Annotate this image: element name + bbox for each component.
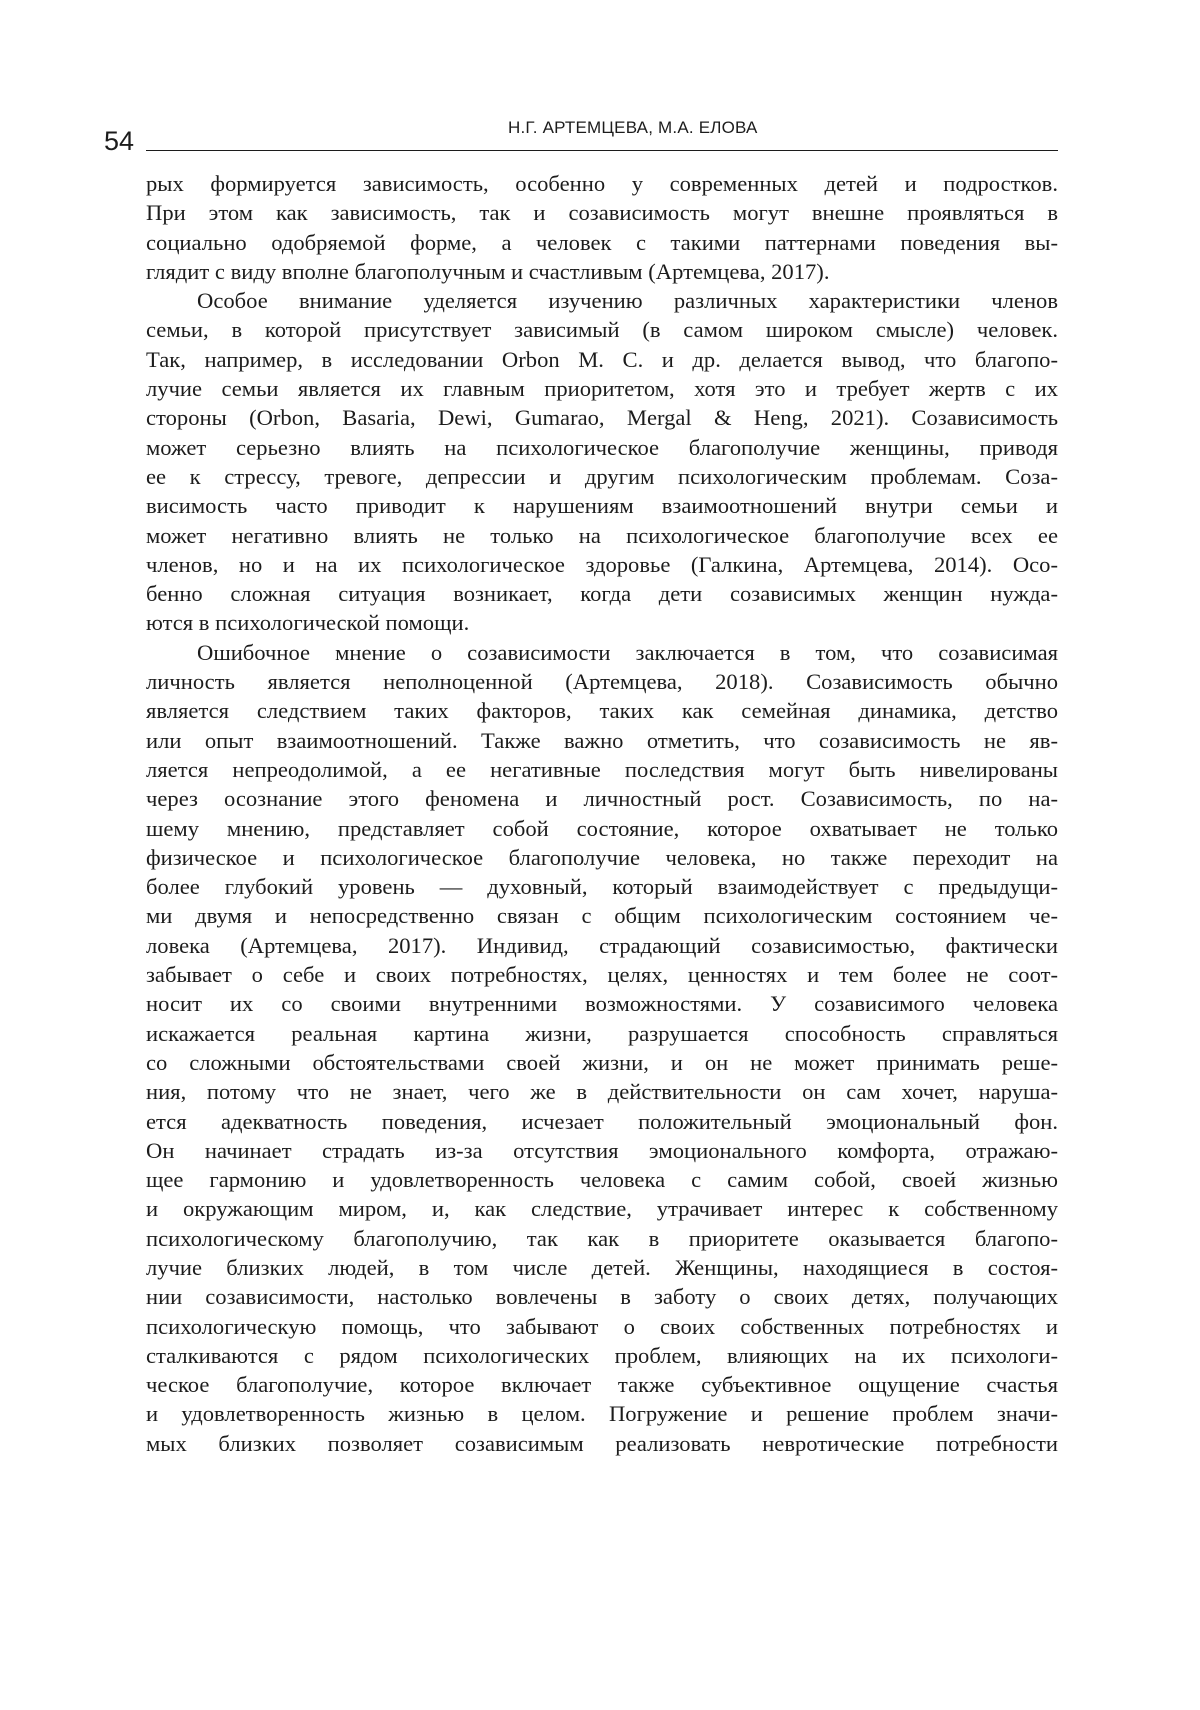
running-head-authors: Н.Г. АРТЕМЦЕВА, М.А. ЕЛОВА	[508, 118, 758, 137]
text-line: более глубокий уровень — духовный, который взаимодействует с предыдущи-	[146, 874, 1058, 900]
text-line: носит их со своими внутренними возможностями. У созависимого человека	[146, 991, 1058, 1017]
paragraph	[146, 286, 1058, 638]
text-line: ческое благополучие, которое включает также субъективное ощущение счастья	[146, 1372, 1058, 1398]
body-text	[146, 169, 1058, 1458]
text-line: При этом как зависимость, так и созависимость могут внешне проявляться в	[146, 200, 1058, 226]
text-line: семьи, в которой присутствует зависимый (в самом широком смысле) человек.	[146, 317, 1058, 343]
text-line: ния, потому что не знает, чего же в действительности он сам хочет, наруша-	[146, 1079, 1058, 1105]
text-line: ются в психологической помощи.	[146, 610, 470, 636]
text-line: ловека (Артемцева, 2017). Индивид, страдающий созависимостью, фактически	[146, 932, 1058, 958]
text-line: Особое внимание уделяется изучению различных характеристики членов	[197, 288, 1058, 314]
header-rule	[146, 150, 1058, 151]
text-line: ее к стрессу, тревоге, депрессии и другим психологическим проблемам. Соза-	[146, 463, 1058, 489]
text-line: лучие близких людей, в том числе детей. Женщины, находящиеся в состоя-	[146, 1254, 1058, 1280]
text-line: ми двумя и непосредственно связан с общим психологическим состоянием че-	[146, 903, 1058, 929]
text-line: физическое и психологическое благополучие человека, но также переходит на	[146, 844, 1058, 870]
text-line: сталкиваются с рядом психологических проблем, влияющих на их психологи-	[146, 1342, 1058, 1368]
text-line: лучие семьи является их главным приоритетом, хотя это и требует жертв с их	[146, 376, 1058, 402]
text-line: стороны (Orbon, Basaria, Dewi, Gumarao, Mergal & Heng, 2021). Созависимость	[146, 405, 1058, 431]
page-number: 54	[104, 126, 135, 156]
text-line: висимость часто приводит к нарушениям взаимоотношений внутри семьи и	[146, 493, 1058, 519]
text-line: шему мнению, представляет собой состояние, которое охватывает не только	[146, 815, 1058, 841]
text-line: социально одобряемой форме, а человек с такими паттернами поведения вы-	[146, 229, 1058, 255]
text-line: бенно сложная ситуация возникает, когда дети созависимых женщин нужда-	[146, 581, 1058, 607]
text-line: может негативно влиять не только на психологическое благополучие всех ее	[146, 522, 1058, 548]
text-line: ется адекватность поведения, исчезает положительный эмоциональный фон.	[146, 1108, 1058, 1134]
text-line: ляется непреодолимой, а ее негативные последствия могут быть нивелированы	[146, 756, 1058, 782]
text-line: искажается реальная картина жизни, разрушается способность справляться	[146, 1020, 1058, 1046]
text-line: через осознание этого феномена и личностный рост. Созависимость, по на-	[146, 786, 1058, 812]
text-line: со сложными обстоятельствами своей жизни, и он не может принимать реше-	[146, 1049, 1058, 1075]
text-line: членов, но и на их психологическое здоровье (Галкина, Артемцева, 2014). Осо-	[146, 551, 1058, 577]
text-line: может серьезно влиять на психологическое благополучие женщины, приводя	[146, 434, 1058, 460]
text-line: психологическую помощь, что забывают о своих собственных потребностях и	[146, 1313, 1058, 1339]
text-line: Ошибочное мнение о созависимости заключается в том, что созависимая	[197, 639, 1058, 665]
text-line: рых формируется зависимость, особенно у современных детей и подростков.	[146, 171, 1058, 196]
text-line: или опыт взаимоотношений. Также важно отметить, что созависимость не яв-	[146, 727, 1058, 753]
text-line: и окружающим миром, и, как следствие, утрачивает интерес к собственному	[146, 1196, 1058, 1222]
paragraph	[146, 169, 1058, 286]
text-line: забывает о себе и своих потребностях, целях, ценностях и тем более не соот-	[146, 962, 1058, 988]
text-line: психологическому благополучию, так как в приоритете оказывается благопо-	[146, 1225, 1058, 1251]
text-line: Так, например, в исследовании Orbon M. C. и др. делается вывод, что благопо-	[146, 346, 1058, 372]
text-line: щее гармонию и удовлетворенность человека с самим собой, своей жизнью	[146, 1167, 1058, 1193]
text-line: является следствием таких факторов, таких как семейная динамика, детство	[146, 698, 1058, 724]
page-header	[104, 112, 1058, 158]
text-line: глядит с виду вполне благополучным и счастливым (Артемцева, 2017).	[146, 258, 830, 284]
text-line: мых близких позволяет созависимым реализовать невротические потребности	[146, 1430, 1058, 1456]
text-line: и удовлетворенность жизнью в целом. Погружение и решение проблем значи-	[146, 1401, 1058, 1427]
text-line: нии созависимости, настолько вовлечены в заботу о своих детях, получающих	[146, 1284, 1058, 1310]
text-line: Он начинает страдать из-за отсутствия эмоционального комфорта, отражаю-	[146, 1137, 1058, 1163]
text-line: личность является неполноценной (Артемцева, 2018). Созависимость обычно	[146, 669, 1058, 695]
paragraph	[146, 638, 1058, 1458]
